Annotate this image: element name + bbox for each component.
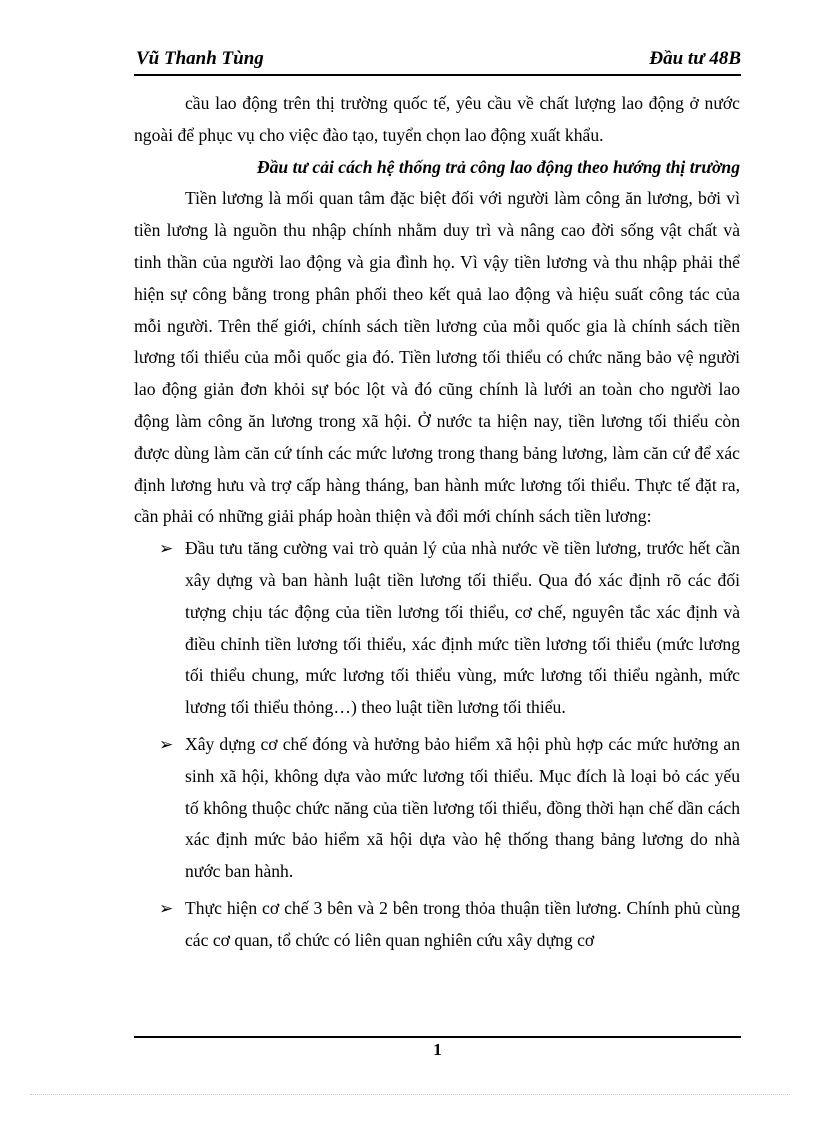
bullet-list [134, 533, 740, 956]
page-number: 1 [433, 1040, 442, 1059]
arrow-bullet-icon: ➢ [159, 539, 174, 559]
list-item [134, 729, 740, 888]
header-author: Vũ Thanh Tùng [136, 48, 264, 69]
page-header [134, 46, 741, 76]
footer-divider [134, 1036, 741, 1038]
main-paragraph: Tiền lương là mối quan tâm đặc biệt đối với người làm công ăn lương, bởi vì tiền lương là nguồn thu nhập chính nhằm duy trì và nâng cao đời sống vật chất và tinh thần của người lao động và gia đình họ. Vì vậy tiền lương và thu nhập phải thể hiện sự công bằng trong phân phối theo kết quả lao động và hiệu suất công tác của mỗi người. Trên thế giới, chính sách tiền lương của mỗi quốc gia là chính sách tiền lương tối thiểu của mỗi quốc gia đó. Tiền lương tối thiểu có chức năng bảo vệ người lao động giản đơn khỏi sự bóc lột và đó cũng chính là lưới an toàn cho người lao động làm công ăn lương trong xã hội. Ở nước ta hiện nay, tiền lương tối thiểu còn được dùng làm căn cứ tính các mức lương trong thang bảng lương, làm căn cứ để xác định lương hưu và trợ cấp hàng tháng, ban hành mức lương tối thiểu. Thực tế đặt ra, cần phải có những giải pháp hoàn thiện và đổi mới chính sách tiền lương: [134, 188, 740, 527]
body-text [134, 88, 740, 957]
page-bottom-edge [30, 1094, 790, 1095]
bullet-text: Đầu tưu tăng cường vai trò quản lý của nhà nước về tiền lương, trước hết cần xây dựng và ban hành luật tiền lương tối thiểu. Qua đó xác định rõ các đối tượng chịu tác động của tiền lương tối thiểu, cơ chế, nguyên tắc xác định và điều chỉnh tiền lương tối thiểu, xác định mức tiền lương tối thiểu (mức lương tối thiểu chung, mức lương tối thiểu vùng, mức lương tối thiểu ngành, mức lương tối thiểu thỏng…) theo luật tiền lương tối thiểu. [185, 538, 740, 718]
intro-continuation-paragraph: cầu lao động trên thị trường quốc tế, yêu cầu về chất lượng lao động ở nước ngoài để phục vụ cho việc đào tạo, tuyển chọn lao động xuất khẩu. [134, 93, 740, 145]
bullet-text: Xây dựng cơ chế đóng và hưởng bảo hiểm xã hội phù hợp các mức hưởng an sinh xã hội, không dựa vào mức lương tối thiểu. Mục đích là loại bỏ các yếu tố không thuộc chức năng của tiền lương tối thiểu, đồng thời hạn chế dần cách xác định mức bảo hiểm xã hội dựa vào hệ thống thang bảng lương do nhà nước ban hành. [185, 733, 740, 882]
arrow-bullet-icon: ➢ [159, 734, 174, 754]
list-item [134, 533, 740, 724]
list-item [134, 893, 740, 957]
header-class-name: Đầu tư 48B [649, 48, 741, 69]
section-heading: Đầu tư cải cách hệ thống trả công lao động theo hướng thị trường [256, 156, 740, 177]
bullet-text: Thực hiện cơ chế 3 bên và 2 bên trong thỏa thuận tiền lương. Chính phủ cùng các cơ quan, tổ chức có liên quan nghiên cứu xây dựng cơ [185, 897, 740, 950]
arrow-bullet-icon: ➢ [159, 898, 174, 918]
